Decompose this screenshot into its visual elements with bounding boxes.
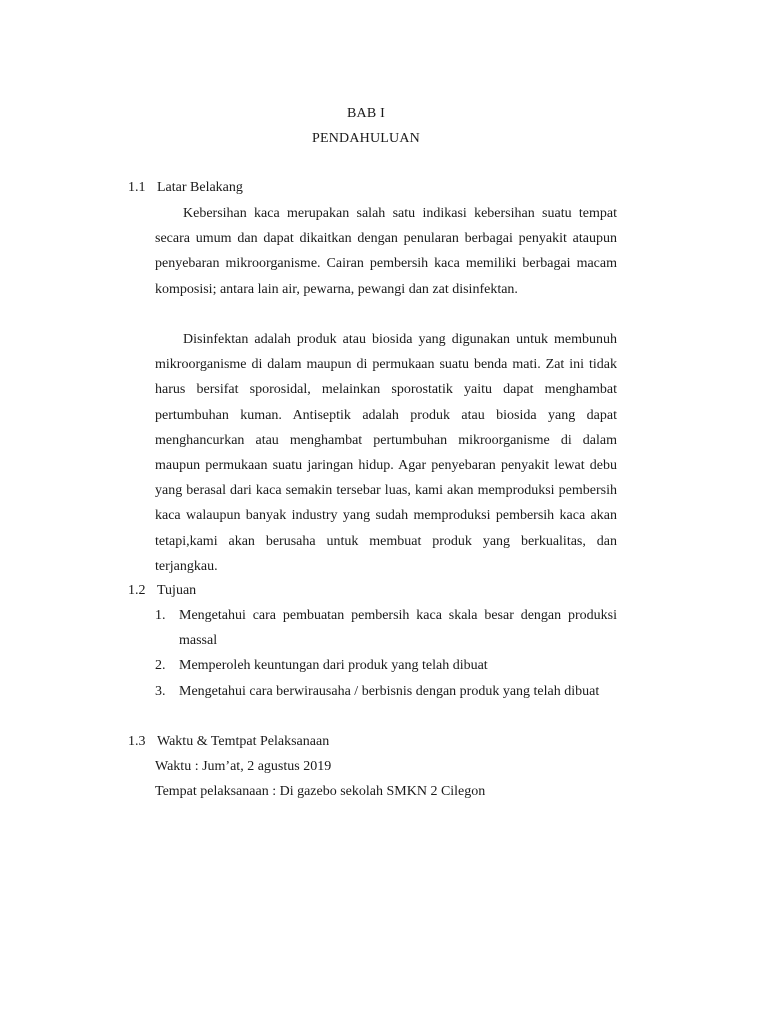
section-title: Tujuan <box>157 583 197 598</box>
section-heading-tujuan <box>128 581 196 601</box>
place-line: Tempat pelaksanaan : Di gazebo sekolah SMKN 2 Cilegon <box>155 784 486 799</box>
section-number: 1.3 <box>128 734 146 749</box>
tujuan-list <box>155 603 617 704</box>
chapter-label: BAB I <box>347 106 385 121</box>
section-number: 1.1 <box>128 180 146 195</box>
paragraph-latar-2: Disinfektan adalah produk atau biosida yang digunakan untuk membunuh mikroorganisme di dalam maupun di permukaan suatu benda mati. Zat ini tidak harus bersifat sporosidal, melainkan sporostatik yaitu dapat menghambat pertumbuhan kuman. Antiseptik adalah produk atau biosida yang dapat menghancurkan atau menghambat pertumbuhan mikroorganisme di dalam maupun permukaan suatu jaringan hidup. Agar penyebaran penyakit lewat debu yang berasal dari kaca semakin tersebar luas, kami akan memproduksi pembersih kaca walaupun banyak industry yang sudah memproduksi pembersih kaca akan tetapi,kami akan berusaha untuk membuat produk yang berkualitas, dan terjangkau. <box>155 332 617 574</box>
list-item <box>155 603 617 653</box>
list-item-number: 1. <box>155 608 166 623</box>
list-item <box>155 679 617 704</box>
chapter-title: PENDAHULUAN <box>312 131 420 146</box>
list-item-text: Mengetahui cara pembuatan pembersih kaca skala besar dengan produksi massal <box>179 608 617 649</box>
section-number: 1.2 <box>128 583 146 598</box>
list-item-number: 3. <box>155 683 166 699</box>
section-heading-latar-belakang <box>128 178 243 198</box>
time-line: Waktu : Jum’at, 2 agustus 2019 <box>155 759 332 774</box>
list-item-number: 2. <box>155 658 166 674</box>
list-item-text: Memperoleh keuntungan dari produk yang telah dibuat <box>179 658 488 674</box>
paragraph-latar-1: Kebersihan kaca merupakan salah satu indikasi kebersihan suatu tempat secara umum dan dapat dikaitkan dengan penularan berbagai penyakit ataupun penyebaran mikroorganisme. Cairan pembersih kaca memiliki berbagai macam komposisi; antara lain air, pewarna, pewangi dan zat disinfektan. <box>155 206 617 297</box>
list-item <box>155 653 617 678</box>
section-title: Latar Belakang <box>157 180 243 195</box>
list-item-text: Mengetahui cara berwirausaha / berbisnis dengan produk yang telah dibuat <box>179 683 600 699</box>
section-title: Waktu & Temtpat Pelaksanaan <box>157 734 330 749</box>
section-heading-waktu-tempat <box>128 732 329 752</box>
